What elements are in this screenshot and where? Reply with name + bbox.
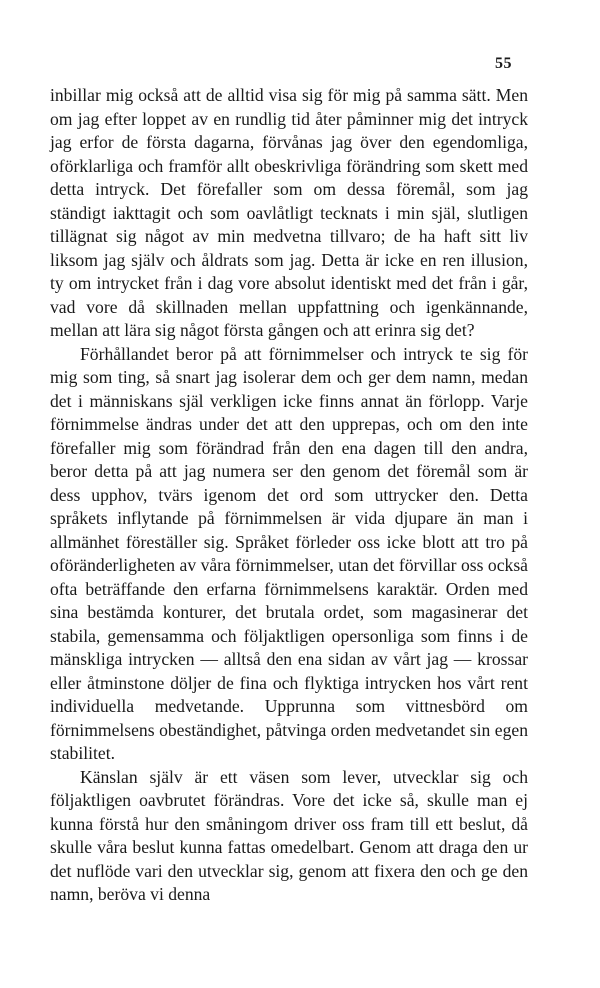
paragraph-1: inbillar mig också att de alltid visa sig för mig på samma sätt. Men om jag efter loppet av en rundlig tid åter påminner mig det intryck jag erfor de första dagarna, förvånas jag över den egendomliga, oförklarliga och framför allt obeskrivliga förändring som skett med detta intryck. Det förefaller som om dessa föremål, som jag ständigt iakttagit och som oavlåtligt tecknats i min själ, slutligen tillägnat sig något av min medvetna tillvaro; de ha haft sitt liv liksom jag själv och åldrats som jag. Detta är icke en ren illusion, ty om intrycket från i dag vore absolut identiskt med det från i går, vad vore då skillnaden mellan uppfattning och igenkännande, mellan att lära sig något första gången och att erinra sig det? xyxy=(50,85,528,340)
paragraph-2: Förhållandet beror på att förnimmelser och intryck te sig för mig som ting, så snart jag isolerar dem och ger dem namn, medan det i människans själ verkligen icke finns annat än förlopp. Varje förnimmelse ändras under det att den upprepas, och om den inte förefaller mig som förändrad från den ena dagen till den andra, beror detta på att jag numera ser den genom det föremål som är dess upphov, tvärs igenom det ord som uttrycker den. Detta språkets inflytande på förnimmelsen är vida djupare än man i allmänhet föreställer sig. Språket förleder oss icke blott att tro på oföränderligheten av våra förnimmelser, utan det förvillar oss också ofta beträffande den erfarna förnimmelsens karaktär. Orden med sina bestämda konturer, det brutala ordet, som magasinerar det stabila, gemensamma och följaktligen opersonliga som finns i de mänskliga intrycken — alltså den ena sidan av vårt jag — krossar eller åtminstone döljer de fina och flyktiga intrycken hos vårt rent individuella medvetande. Upprunna som vittnesbörd om förnimmelsens obeständighet, påtvinga orden medvetandet sin egen stabilitet. xyxy=(50,343,528,763)
paragraph-3: Känslan själv är ett väsen som lever, utvecklar sig och följaktligen oavbrutet förändras. Vore det icke så, skulle man ej kunna förstå hur den småningom driver oss fram till ett beslut, då skulle våra beslut kunna fattas omedelbart. Genom att draga den ur det nuflöde vari den utvecklar sig, genom att fixera den och ge den namn, beröva vi denna xyxy=(50,766,528,904)
page-number: 55 xyxy=(495,55,512,72)
body-text xyxy=(50,84,528,907)
